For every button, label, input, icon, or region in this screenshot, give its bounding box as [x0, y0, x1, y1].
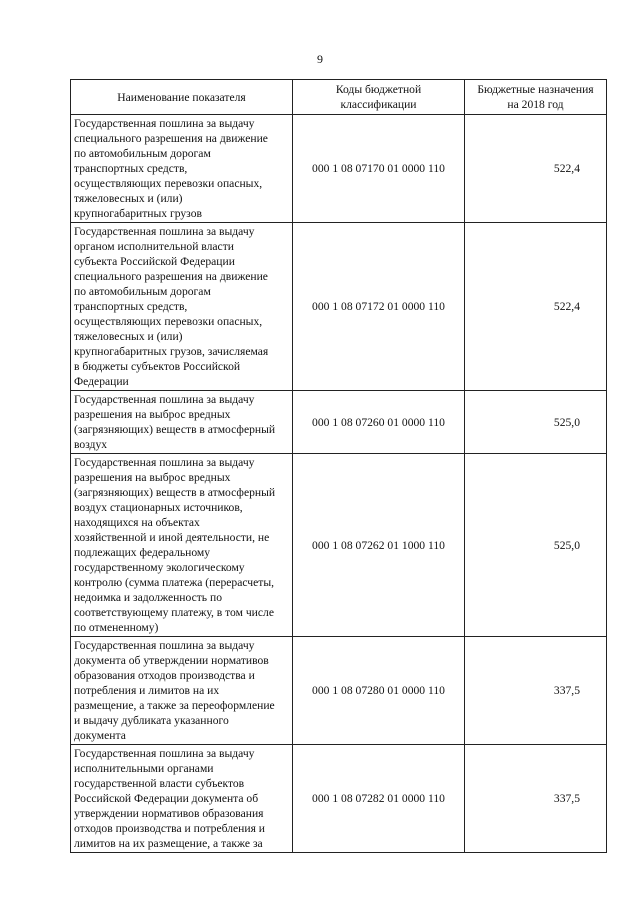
budget-code-cell: 000 1 08 07282 01 0000 110	[293, 745, 465, 853]
header-code	[293, 80, 465, 115]
budget-amount-cell: 337,5	[465, 745, 607, 853]
indicator-name-line: контролю (сумма платежа (перерасчеты,	[74, 576, 275, 589]
indicator-name-line: Российской Федерации документа об	[74, 792, 259, 805]
indicator-name-line: крупногабаритных грузов	[74, 207, 202, 220]
table-row	[71, 745, 607, 853]
indicator-name-line: осуществляющих перевозки опасных,	[74, 315, 263, 328]
indicator-name-line: Государственная пошлина за выдачу	[74, 117, 255, 130]
indicator-name-line: (загрязняющих) веществ в атмосферный	[74, 486, 276, 499]
indicator-name-line: специального разрешения на движение	[74, 270, 268, 283]
indicator-name-line: по автомобильным дорогам	[74, 285, 211, 298]
indicator-name-cell	[71, 223, 293, 391]
table-body	[71, 115, 607, 853]
budget-code-cell: 000 1 08 07260 01 0000 110	[293, 391, 465, 454]
indicator-name-line: разрешения на выброс вредных	[74, 408, 231, 421]
budget-amount-cell: 525,0	[465, 391, 607, 454]
indicator-name-line: отходов производства и потребления и	[74, 822, 266, 835]
indicator-name-line: тяжеловесных и (или)	[74, 192, 183, 205]
indicator-name-line: размещение, а также за переоформление	[74, 699, 275, 712]
indicator-name-line: транспортных средств,	[74, 162, 188, 175]
header-budget-line1: Бюджетные назначения	[477, 83, 594, 96]
budget-code-cell: 000 1 08 07170 01 0000 110	[293, 115, 465, 223]
indicator-name-line: соответствующему платежу, в том числе	[74, 606, 274, 619]
table-row	[71, 637, 607, 745]
indicator-name-line: образования отходов производства и	[74, 669, 255, 682]
page-number: 9	[317, 52, 323, 66]
indicator-name-line: специального разрешения на движение	[74, 132, 268, 145]
indicator-name-line: тяжеловесных и (или)	[74, 330, 183, 343]
indicator-name-line: государственной власти субъектов	[74, 777, 245, 790]
indicator-name-line: крупногабаритных грузов, зачисляемая	[74, 345, 269, 358]
indicator-name-line: находящихся на объектах	[74, 516, 200, 529]
table-row	[71, 391, 607, 454]
indicator-name-line: разрешения на выброс вредных	[74, 471, 231, 484]
header-budget	[465, 80, 607, 115]
header-code-line2: классификации	[340, 98, 417, 111]
indicator-name-line: транспортных средств,	[74, 300, 188, 313]
indicator-name-line: лимитов на их размещение, а также за	[74, 837, 263, 850]
budget-amount-cell: 522,4	[465, 115, 607, 223]
indicator-name-line: Государственная пошлина за выдачу	[74, 393, 255, 406]
indicator-name-cell	[71, 391, 293, 454]
budget-table	[70, 79, 607, 853]
indicator-name-line: недоимка и задолженность по	[74, 591, 222, 604]
indicator-name-line: документа	[74, 729, 126, 742]
indicator-name-line: Государственная пошлина за выдачу	[74, 225, 255, 238]
indicator-name-line: и выдачу дубликата указанного	[74, 714, 229, 727]
indicator-name-line: потребления и лимитов на их	[74, 684, 220, 697]
indicator-name-line: хозяйственной и иной деятельности, не	[74, 531, 270, 544]
indicator-name-line: документа об утверждении нормативов	[74, 654, 269, 667]
indicator-name-cell	[71, 454, 293, 637]
table-row	[71, 223, 607, 391]
budget-amount-cell: 337,5	[465, 637, 607, 745]
indicator-name-line: в бюджеты субъектов Российской	[74, 360, 241, 373]
table-row	[71, 115, 607, 223]
indicator-name-line: утверждении нормативов образования	[74, 807, 264, 820]
budget-amount-cell: 525,0	[465, 454, 607, 637]
budget-code-cell: 000 1 08 07280 01 0000 110	[293, 637, 465, 745]
indicator-name-cell	[71, 745, 293, 853]
indicator-name-line: по автомобильным дорогам	[74, 147, 211, 160]
indicator-name-line: государственному экологическому	[74, 561, 245, 574]
indicator-name-line: Федерации	[74, 375, 129, 388]
indicator-name-cell	[71, 637, 293, 745]
budget-code-cell: 000 1 08 07262 01 1000 110	[293, 454, 465, 637]
indicator-name-line: воздух	[74, 438, 108, 451]
indicator-name-line: воздух стационарных источников,	[74, 501, 243, 514]
header-budget-line2: на 2018 год	[507, 98, 564, 111]
header-code-line1: Коды бюджетной	[335, 83, 422, 96]
indicator-name-line: осуществляющих перевозки опасных,	[74, 177, 263, 190]
indicator-name-line: исполнительными органами	[74, 762, 214, 775]
indicator-name-line: Государственная пошлина за выдачу	[74, 456, 255, 469]
indicator-name-line: Государственная пошлина за выдачу	[74, 639, 255, 652]
indicator-name-line: (загрязняющих) веществ в атмосферный	[74, 423, 276, 436]
budget-amount-cell: 522,4	[465, 223, 607, 391]
table-header-row	[71, 80, 607, 115]
table-row	[71, 454, 607, 637]
indicator-name-line: Государственная пошлина за выдачу	[74, 747, 255, 760]
indicator-name-cell	[71, 115, 293, 223]
indicator-name-line: подлежащих федеральному	[74, 546, 211, 559]
indicator-name-line: органом исполнительной власти	[74, 240, 234, 253]
budget-code-cell: 000 1 08 07172 01 0000 110	[293, 223, 465, 391]
indicator-name-line: субъекта Российской Федерации	[74, 255, 235, 268]
indicator-name-line: по отмененному)	[74, 621, 159, 634]
header-name: Наименование показателя	[71, 80, 293, 115]
